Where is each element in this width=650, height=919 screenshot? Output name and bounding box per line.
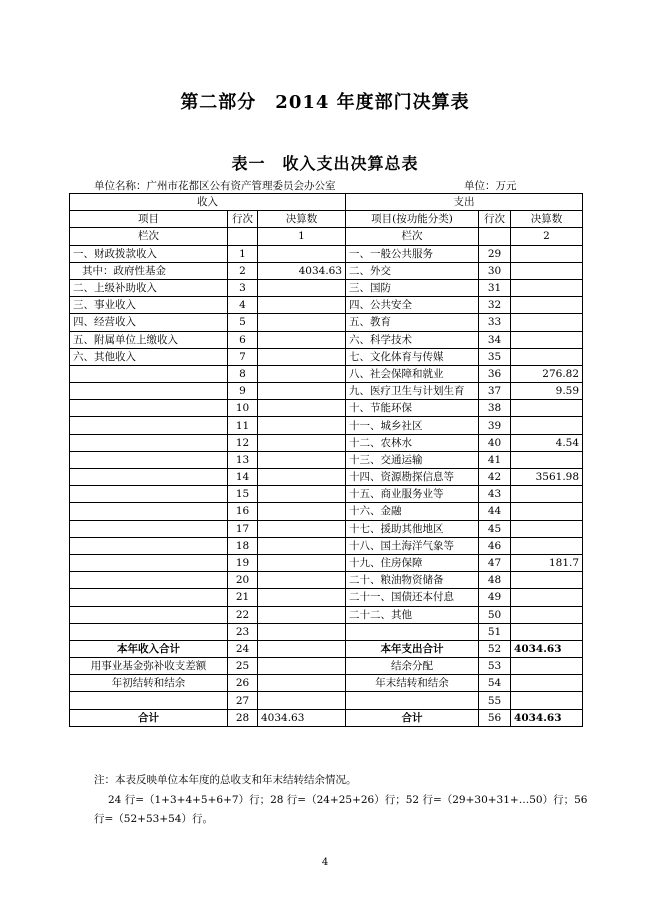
table-row <box>70 451 583 468</box>
note-line-2: 24 行=（1+3+4+5+6+7）行；28 行=（24+25+26）行；52 行=（29+30+31+…50）行；56 <box>108 794 588 806</box>
expense-amount <box>511 572 583 589</box>
expense-item: 本年支出合计 <box>346 640 479 657</box>
income-amount <box>258 675 346 692</box>
expense-item: 十三、交通运输 <box>346 451 479 468</box>
expense-row-no: 30 <box>479 262 511 279</box>
income-row-no: 6 <box>228 331 258 348</box>
expense-row-no: 52 <box>479 640 511 657</box>
income-row-no: 2 <box>228 262 258 279</box>
income-row-no: 25 <box>228 658 258 675</box>
expense-amount <box>511 451 583 468</box>
expense-row-no: 47 <box>479 554 511 571</box>
table-row <box>70 658 583 675</box>
income-item <box>70 520 228 537</box>
expense-row-no: 36 <box>479 365 511 382</box>
income-item <box>70 537 228 554</box>
expense-row-no: 48 <box>479 572 511 589</box>
income-item: 本年收入合计 <box>70 640 228 657</box>
expense-amount: 181.7 <box>511 554 583 571</box>
income-row-no: 4 <box>228 297 258 314</box>
income-amount: 4034.63 <box>258 709 346 726</box>
income-amount <box>258 451 346 468</box>
expense-row-no: 46 <box>479 537 511 554</box>
expense-item: 二十二、其他 <box>346 606 479 623</box>
page-number: 4 <box>321 857 329 868</box>
expense-row-no: 37 <box>479 383 511 400</box>
table-row <box>70 623 583 640</box>
table-row <box>70 245 583 262</box>
income-item: 年初结转和结余 <box>70 675 228 692</box>
table-row <box>70 279 583 296</box>
section-expense: 支出 <box>346 194 583 211</box>
expense-item: 合计 <box>346 709 479 726</box>
income-item <box>70 572 228 589</box>
expense-amount: 4034.63 <box>511 640 583 657</box>
expense-item: 九、医疗卫生与计划生育 <box>346 383 479 400</box>
income-row-no: 13 <box>228 451 258 468</box>
header-row-no: 行次 <box>479 211 511 228</box>
column-index-income: 1 <box>258 228 346 245</box>
table-row <box>70 675 583 692</box>
income-item <box>70 469 228 486</box>
expense-amount <box>511 279 583 296</box>
expense-row-no: 54 <box>479 675 511 692</box>
income-amount <box>258 537 346 554</box>
expense-row-no: 42 <box>479 469 511 486</box>
income-expense-table <box>69 193 583 727</box>
table-row <box>70 400 583 417</box>
income-item <box>70 589 228 606</box>
expense-amount <box>511 314 583 331</box>
expense-row-no: 44 <box>479 503 511 520</box>
section-header-row <box>70 194 583 211</box>
income-item: 一、财政拨款收入 <box>70 245 228 262</box>
table-row <box>70 417 583 434</box>
income-amount <box>258 469 346 486</box>
unit-name: 单位名称：广州市花都区公有资产管理委员会办公室 <box>94 180 336 192</box>
income-row-no: 1 <box>228 245 258 262</box>
expense-row-no: 39 <box>479 417 511 434</box>
income-item <box>70 503 228 520</box>
income-amount <box>258 365 346 382</box>
income-item <box>70 606 228 623</box>
income-amount <box>258 400 346 417</box>
expense-amount <box>511 606 583 623</box>
income-item <box>70 451 228 468</box>
income-amount <box>258 434 346 451</box>
income-item: 合计 <box>70 709 228 726</box>
expense-amount <box>511 675 583 692</box>
expense-amount <box>511 589 583 606</box>
table-row <box>70 606 583 623</box>
expense-item: 结余分配 <box>346 658 479 675</box>
header-amount: 决算数 <box>511 211 583 228</box>
expense-row-no: 50 <box>479 606 511 623</box>
income-amount <box>258 348 346 365</box>
table-row <box>70 572 583 589</box>
expense-amount <box>511 297 583 314</box>
expense-row-no: 29 <box>479 245 511 262</box>
table-row <box>70 262 583 279</box>
income-row-no: 21 <box>228 589 258 606</box>
expense-row-no: 56 <box>479 709 511 726</box>
expense-item: 八、社会保障和就业 <box>346 365 479 382</box>
income-amount <box>258 503 346 520</box>
income-item <box>70 434 228 451</box>
income-amount <box>258 279 346 296</box>
expense-amount <box>511 537 583 554</box>
income-row-no: 26 <box>228 675 258 692</box>
header-item: 项目 <box>70 211 228 228</box>
income-item: 用事业基金弥补收支差额 <box>70 658 228 675</box>
expense-item: 七、文化体育与传媒 <box>346 348 479 365</box>
empty-cell <box>228 228 258 245</box>
expense-row-no: 35 <box>479 348 511 365</box>
income-item <box>70 486 228 503</box>
income-row-no: 8 <box>228 365 258 382</box>
income-amount <box>258 245 346 262</box>
income-item: 其中：政府性基金 <box>70 262 228 279</box>
expense-row-no: 32 <box>479 297 511 314</box>
income-row-no: 23 <box>228 623 258 640</box>
income-row-no: 24 <box>228 640 258 657</box>
expense-row-no: 51 <box>479 623 511 640</box>
expense-row-no: 38 <box>479 400 511 417</box>
empty-cell <box>479 228 511 245</box>
expense-item: 三、国防 <box>346 279 479 296</box>
column-index-expense: 2 <box>511 228 583 245</box>
expense-amount <box>511 623 583 640</box>
income-item <box>70 400 228 417</box>
table-row <box>70 434 583 451</box>
expense-item: 十九、住房保障 <box>346 554 479 571</box>
income-item: 四、经营收入 <box>70 314 228 331</box>
expense-row-no: 55 <box>479 692 511 709</box>
expense-row-no: 49 <box>479 589 511 606</box>
table-row <box>70 709 583 726</box>
income-item <box>70 417 228 434</box>
income-row-no: 7 <box>228 348 258 365</box>
table-row <box>70 486 583 503</box>
income-item: 五、附属单位上缴收入 <box>70 331 228 348</box>
table-row <box>70 640 583 657</box>
expense-item: 二十、粮油物资储备 <box>346 572 479 589</box>
income-amount <box>258 623 346 640</box>
expense-amount <box>511 331 583 348</box>
income-item <box>70 554 228 571</box>
expense-amount <box>511 417 583 434</box>
table-row <box>70 589 583 606</box>
expense-amount <box>511 245 583 262</box>
income-amount <box>258 640 346 657</box>
expense-item: 十四、资源勘探信息等 <box>346 469 479 486</box>
expense-amount <box>511 692 583 709</box>
income-amount <box>258 383 346 400</box>
expense-amount: 4034.63 <box>511 709 583 726</box>
column-index-row <box>70 228 583 245</box>
table-row <box>70 314 583 331</box>
table-row <box>70 383 583 400</box>
income-amount <box>258 658 346 675</box>
income-item <box>70 365 228 382</box>
unit-label: 单位：万元 <box>464 180 517 192</box>
expense-row-no: 40 <box>479 434 511 451</box>
income-row-no: 18 <box>228 537 258 554</box>
expense-item: 六、科学技术 <box>346 331 479 348</box>
income-row-no: 17 <box>228 520 258 537</box>
income-row-no: 22 <box>228 606 258 623</box>
income-row-no: 14 <box>228 469 258 486</box>
income-amount <box>258 520 346 537</box>
header-row-no: 行次 <box>228 211 258 228</box>
note-line-3: 行=（52+53+54）行。 <box>94 813 213 825</box>
expense-amount <box>511 520 583 537</box>
expense-row-no: 33 <box>479 314 511 331</box>
table-row <box>70 554 583 571</box>
income-item <box>70 383 228 400</box>
table-title: 表一 收入支出决算总表 <box>231 154 419 173</box>
table-row <box>70 348 583 365</box>
expense-item: 十七、援助其他地区 <box>346 520 479 537</box>
expense-amount <box>511 503 583 520</box>
income-item: 六、其他收入 <box>70 348 228 365</box>
expense-item: 二、外交 <box>346 262 479 279</box>
expense-row-no: 31 <box>479 279 511 296</box>
note-line-1: 注：本表反映单位本年度的总收支和年末结转结余情况。 <box>94 774 357 786</box>
table-row <box>70 503 583 520</box>
income-amount <box>258 606 346 623</box>
income-amount <box>258 589 346 606</box>
section-income: 收入 <box>70 194 346 211</box>
expense-item: 年末结转和结余 <box>346 675 479 692</box>
expense-item: 十八、国土海洋气象等 <box>346 537 479 554</box>
column-index-label: 栏次 <box>346 228 479 245</box>
income-row-no: 16 <box>228 503 258 520</box>
header-item-by-function: 项目(按功能分类) <box>346 211 479 228</box>
expense-amount <box>511 262 583 279</box>
income-item: 三、事业收入 <box>70 297 228 314</box>
expense-amount <box>511 658 583 675</box>
expense-amount: 3561.98 <box>511 469 583 486</box>
table-row <box>70 331 583 348</box>
income-row-no: 15 <box>228 486 258 503</box>
expense-amount: 4.54 <box>511 434 583 451</box>
expense-amount <box>511 348 583 365</box>
income-amount <box>258 417 346 434</box>
expense-amount <box>511 400 583 417</box>
expense-row-no: 41 <box>479 451 511 468</box>
income-amount <box>258 314 346 331</box>
income-row-no: 9 <box>228 383 258 400</box>
column-header-row <box>70 211 583 228</box>
expense-item: 十五、商业服务业等 <box>346 486 479 503</box>
expense-row-no: 45 <box>479 520 511 537</box>
expense-item: 四、公共安全 <box>346 297 479 314</box>
income-item: 二、上级补助收入 <box>70 279 228 296</box>
expense-amount: 9.59 <box>511 383 583 400</box>
income-item <box>70 623 228 640</box>
income-amount <box>258 331 346 348</box>
table-row <box>70 297 583 314</box>
income-amount <box>258 572 346 589</box>
expense-row-no: 34 <box>479 331 511 348</box>
income-row-no: 10 <box>228 400 258 417</box>
income-row-no: 27 <box>228 692 258 709</box>
expense-item: 十、节能环保 <box>346 400 479 417</box>
income-amount: 4034.63 <box>258 262 346 279</box>
expense-item <box>346 623 479 640</box>
page-title: 第二部分 2014 年度部门决算表 <box>180 92 470 113</box>
expense-item: 十一、城乡社区 <box>346 417 479 434</box>
table-row <box>70 692 583 709</box>
income-row-no: 11 <box>228 417 258 434</box>
table-row <box>70 537 583 554</box>
income-row-no: 28 <box>228 709 258 726</box>
table-row <box>70 520 583 537</box>
income-amount <box>258 692 346 709</box>
income-row-no: 12 <box>228 434 258 451</box>
table-row <box>70 365 583 382</box>
income-item <box>70 692 228 709</box>
expense-amount: 276.82 <box>511 365 583 382</box>
income-row-no: 20 <box>228 572 258 589</box>
income-row-no: 5 <box>228 314 258 331</box>
expense-item <box>346 692 479 709</box>
column-index-label: 栏次 <box>70 228 228 245</box>
expense-amount <box>511 486 583 503</box>
expense-item: 十二、农林水 <box>346 434 479 451</box>
income-row-no: 3 <box>228 279 258 296</box>
unit-info-row <box>94 178 584 192</box>
header-amount: 决算数 <box>258 211 346 228</box>
expense-item: 五、教育 <box>346 314 479 331</box>
expense-item: 一、一般公共服务 <box>346 245 479 262</box>
expense-row-no: 43 <box>479 486 511 503</box>
expense-item: 十六、金融 <box>346 503 479 520</box>
income-amount <box>258 486 346 503</box>
expense-item: 二十一、国债还本付息 <box>346 589 479 606</box>
table-row <box>70 469 583 486</box>
income-amount <box>258 554 346 571</box>
income-row-no: 19 <box>228 554 258 571</box>
income-amount <box>258 297 346 314</box>
expense-row-no: 53 <box>479 658 511 675</box>
